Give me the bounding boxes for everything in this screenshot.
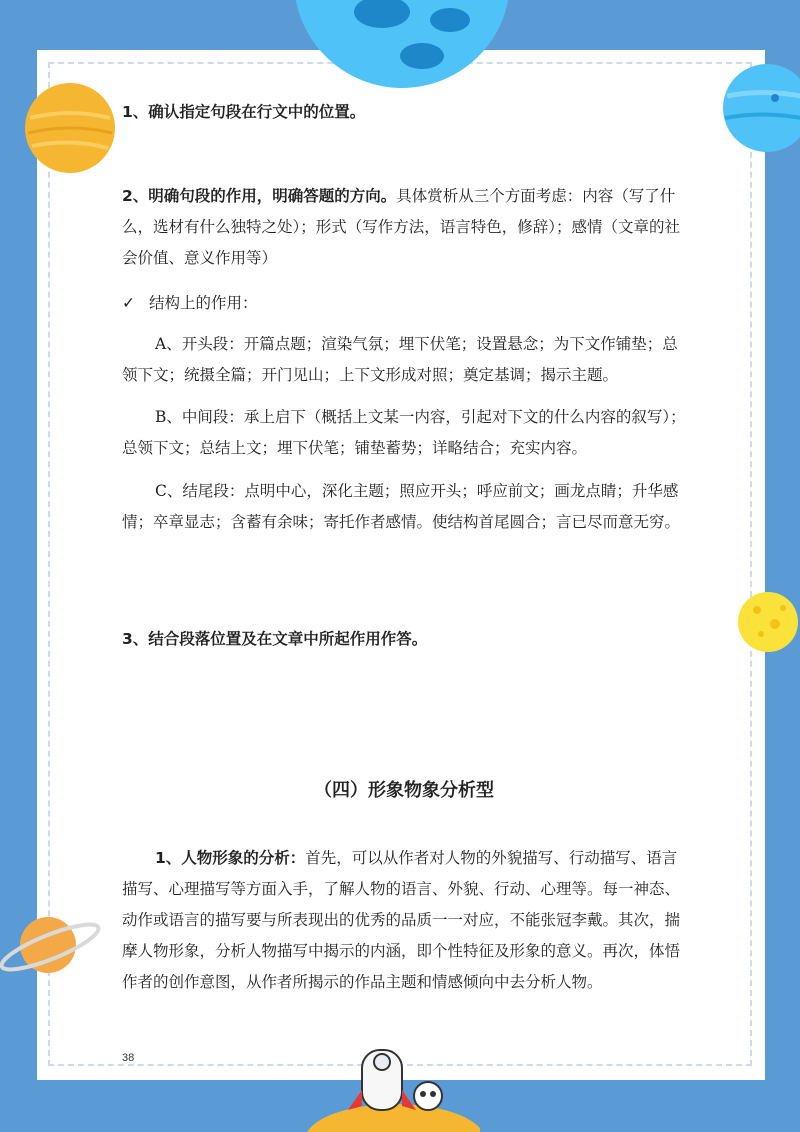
checkmark-icon: ✓ xyxy=(122,294,135,312)
character-analysis-lead: 1、人物形象的分析： xyxy=(155,849,306,867)
point-2-body: 具体赏析从三个方面考虑：内容（写了什么，选材有什么独特之处）；形式（写作方法，语言特色，修辞）；感情（文章的社会价值、意义作用等） xyxy=(122,187,681,267)
point-2-lead: 2、明确句段的作用，明确答题的方向。 xyxy=(122,187,397,205)
character-analysis-body: 首先，可以从作者对人物的外貌描写、行动描写、语言描写、心理描写等方面入手，了解人物的语言、外貌、行动、心理等。每一神态、动作或语言的描写要与所表现出的优秀的品质一一对应，不能张冠李戴。其次，揣摩人物形象，分析人物描写中揭示的内涵，即个性特征及形象的意义。再次，体悟作者的创作意图，从作者所揭示的作品主题和情感倾向中去分析人物。 xyxy=(122,849,681,991)
saturn-planet-icon xyxy=(0,905,110,985)
yellow-planet-icon xyxy=(735,590,800,654)
structure-label-line xyxy=(122,288,686,319)
rocket-illustration-icon xyxy=(300,1030,480,1132)
blue-planet-icon xyxy=(715,58,800,158)
character-analysis-paragraph xyxy=(122,843,686,998)
item-b-paragraph: B、中间段：承上启下（概括上文某一内容，引起对下文的什么内容的叙写）；总领下文；总结上文；埋下伏笔；铺垫蓄势；详略结合；充实内容。 xyxy=(122,408,686,457)
sun-planet-icon xyxy=(20,78,120,178)
item-a-paragraph: A、开头段：开篇点题；渲染气氛；埋下伏笔；设置悬念；为下文作铺垫；总领下文；统摄全篇；开门见山；上下文形成对照；奠定基调；揭示主题。 xyxy=(122,335,678,384)
page-number: 38 xyxy=(122,1052,135,1064)
heading-locate-passage: 1、确认指定句段在行文中的位置。 xyxy=(122,103,366,121)
structure-label: 结构上的作用： xyxy=(149,294,258,312)
moon-planet-icon xyxy=(282,0,522,90)
heading-answer-by-position: 3、结合段落位置及在文章中所起作用作答。 xyxy=(122,630,428,648)
item-c-paragraph: C、结尾段：点明中心，深化主题；照应开头；呼应前文；画龙点睛；升华感情；卒章显志；含蓄有余味；寄托作者感情。使结构首尾圆合；言已尽而意无穷。 xyxy=(122,482,681,531)
section-title: （四）形象物象分析型 xyxy=(314,780,494,801)
point-2-paragraph xyxy=(122,181,686,274)
